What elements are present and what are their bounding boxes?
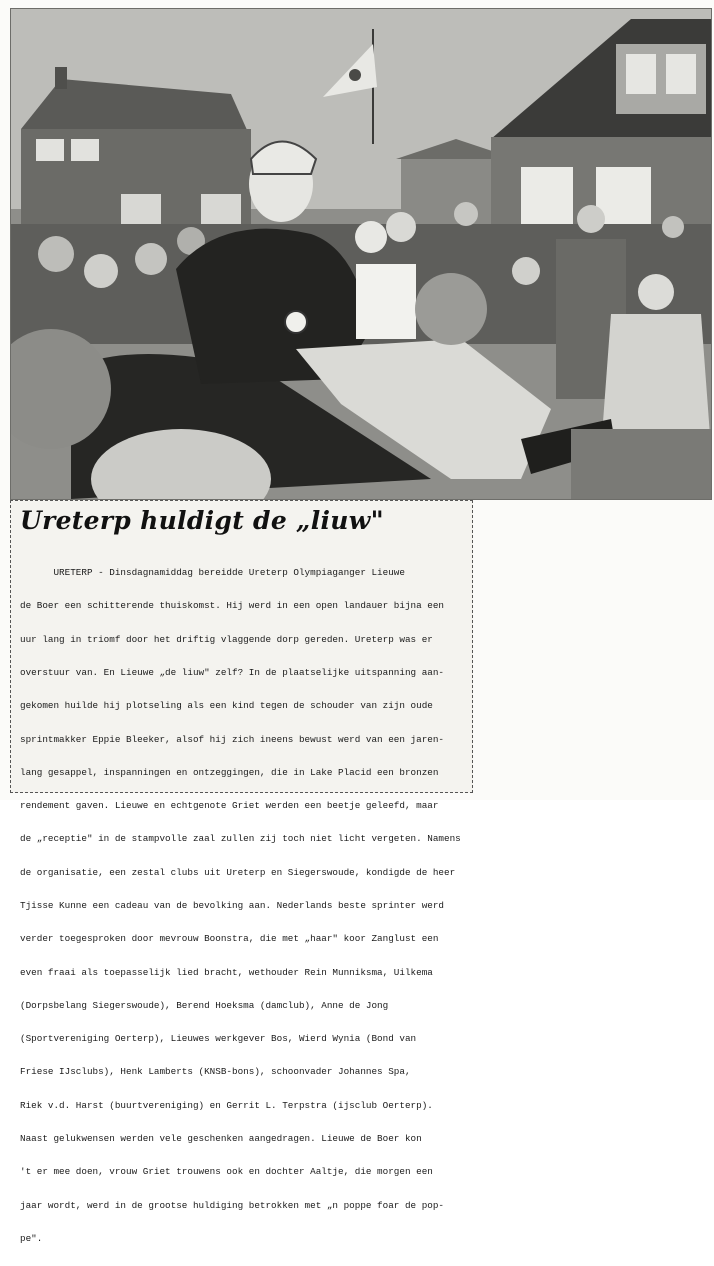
article-line: verder toegesproken door mevrouw Boonstra, die met „haar" koor Zanglust een (20, 933, 439, 945)
article-line: pe". (20, 1232, 43, 1244)
article-line: (Dorpsbelang Siegerswoude), Berend Hoeksma (damclub), Anne de Jong (20, 999, 389, 1011)
article-line: Riek v.d. Harst (buurtvereniging) en Gerrit L. Terpstra (ijsclub Oerterp). (20, 1099, 433, 1111)
article-line: URETERP - Dinsdagnamiddag bereidde Ureterp Olympiaganger Lieuwe (20, 567, 405, 579)
article-line: de organisatie, een zestal clubs uit Ureterp en Siegerswoude, kondigde de heer (20, 866, 456, 878)
article-line: de „receptie" in de stampvolle zaal zullen zij toch niet licht vergeten. Namens (20, 833, 461, 845)
article-line: (Sportvereniging Oerterp), Lieuwes werkgever Bos, Wierd Wynia (Bond van (20, 1033, 417, 1045)
article-line: Naast gelukwensen werden vele geschenken aangedragen. Lieuwe de Boer kon (20, 1132, 422, 1144)
article-line: overstuur van. En Lieuwe „de liuw" zelf? In de plaatselijke uitspanning aan- (20, 667, 445, 679)
article-line: 't er mee doen, vrouw Griet trouwens ook en dochter Aaltje, die morgen een (20, 1166, 433, 1178)
article-line: jaar wordt, werd in de grootse huldiging betrokken met „n poppe foar de pop- (20, 1199, 445, 1211)
article-body (20, 545, 464, 1266)
parade-photo-illustration (11, 9, 711, 499)
article-line: even fraai als toepasselijk lied bracht, wethouder Rein Munniksma, Uilkema (20, 966, 433, 978)
article-line: de Boer een schitterende thuiskomst. Hij werd in een open landauer bijna een (20, 600, 445, 612)
article-line: gekomen huilde hij plotseling als een kind tegen de schouder van zijn oude (20, 700, 433, 712)
article-line: sprintmakker Eppie Bleeker, alsof hij zich ineens bewust werd van een jaren- (20, 733, 445, 745)
article-line: Friese IJsclubs), Henk Lamberts (KNSB-bons), schoonvader Johannes Spa, (20, 1066, 411, 1078)
article-headline: Ureterp huldigt de „liuw" (20, 506, 384, 535)
parade-photo (10, 8, 712, 500)
article-line: rendement gaven. Lieuwe en echtgenote Griet werden een beetje geleefd, maar (20, 800, 439, 812)
article-box (10, 500, 473, 1244)
article-line: lang gesappel, inspanningen en ontzeggingen, die in Lake Placid een bronzen (20, 766, 439, 778)
article-line: Tjisse Kunne een cadeau van de bevolking aan. Nederlands beste sprinter werd (20, 900, 445, 911)
article-line: uur lang in triomf door het driftig vlaggende dorp gereden. Ureterp was er (20, 633, 433, 645)
